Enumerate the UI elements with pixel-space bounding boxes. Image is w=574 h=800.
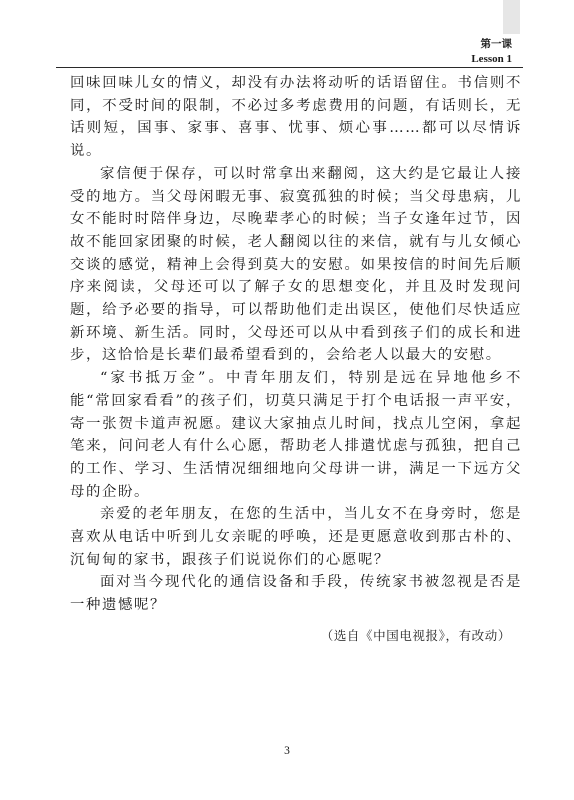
page-number: 3 [284,745,290,757]
paragraph: 亲爱的老年朋友，在您的生活中，当儿女不在身旁时，您是喜欢从电话中听到儿女亲昵的呼唤，还是更愿意收到那古朴的、沉甸甸的家书，跟孩子们说说你们的心愿呢？ [70,506,522,568]
lesson-title-chinese: 第一课 [480,38,512,50]
paragraph: 面对当今现代化的通信设备和手段，传统家书被忽视是否是一种遗憾呢？ [70,574,522,614]
page-edge-tab [503,0,520,34]
paragraph: “家书抵万金”。中青年朋友们，特别是远在异地他乡不能“常回家看看”的孩子们，切莫只满足于打个电话报一声平安，寄一张贺卡道声祝愿。建议大家抽点儿时间，找点儿空闲，拿起笔来，问问老人有什么心愿，帮助老人排遣忧虑与孤独，把自己的工作、学习、生活情况细细地向父母讲一讲，满足一下远方父母的企盼。 [70,370,522,500]
header-divider [56,67,523,68]
lesson-header [471,37,512,67]
paragraph: 家信便于保存，可以时常拿出来翻阅，这大约是它最让人接受的地方。当父母闲暇无事、寂寞孤独的时候；当父母患病，儿女不能时时陪伴身边，尽晚辈孝心的时候；当子女逢年过节，因故不能回家团聚的时候，老人翻阅以往的来信，就有与儿女倾心交谈的感觉，精神上会得到莫大的安慰。如果按信的时间先后顺序来阅读，父母还可以了解子女的思想变化，并且及时发现问题，给予必要的指导，可以帮助他们走出误区，使他们尽快适应新环境、新生活。同时，父母还可以从中看到孩子们的成长和进步，这恰恰是长辈们最希望看到的，会给老人以最大的安慰。 [70,165,522,364]
article-body [70,72,522,617]
lesson-title-english: Lesson 1 [471,53,512,65]
source-citation: （选自《中国电视报》，有改动） [320,628,511,643]
paragraph-continued: 回味回味儿女的情义，却没有办法将动听的话语留住。书信则不同，不受时间的限制，不必过多考虑费用的问题，有话则长，无话则短，国事、家事、喜事、忧事、烦心事……都可以尽情诉说。 [70,75,522,160]
